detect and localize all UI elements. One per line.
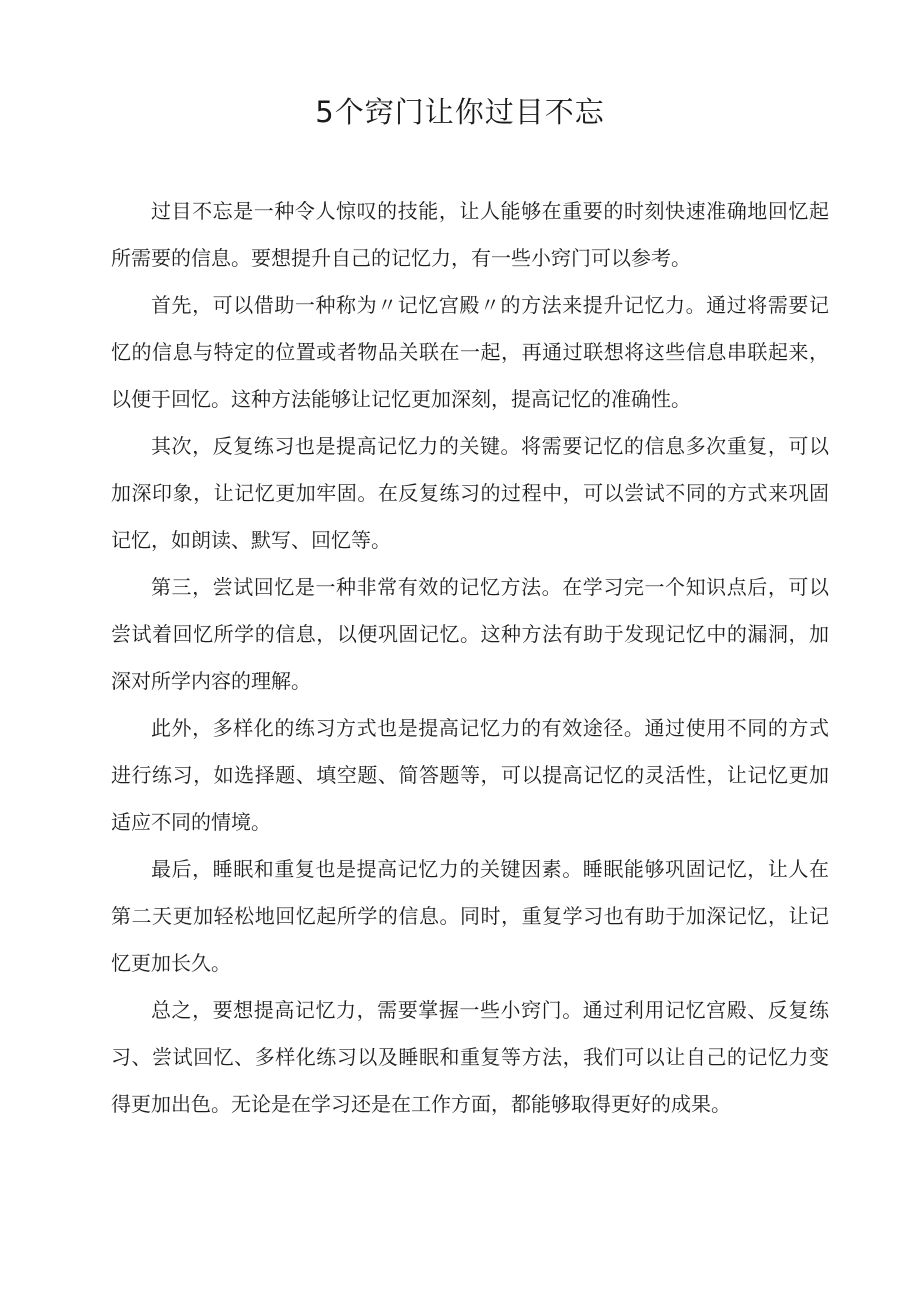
paragraph-intro: 过目不忘是一种令人惊叹的技能，让人能够在重要的时刻快速准确地回忆起所需要的信息。要想提升自己的记忆力，有一些小窍门可以参考。 <box>111 199 829 270</box>
paragraph-recall: 第三，尝试回忆是一种非常有效的记忆方法。在学习完一个知识点后，可以尝试着回忆所学的信息，以便巩固记忆。这种方法有助于发现记忆中的漏洞，加深对所学内容的理解。 <box>111 575 829 693</box>
paragraph-sleep: 最后，睡眠和重复也是提高记忆力的关键因素。睡眠能够巩固记忆，让人在第二天更加轻松地回忆起所学的信息。同时，重复学习也有助于加深记忆，让记忆更加长久。 <box>111 857 829 975</box>
paragraph-conclusion: 总之，要想提高记忆力，需要掌握一些小窍门。通过利用记忆宫殿、反复练习、尝试回忆、多样化练习以及睡眠和重复等方法，我们可以让自己的记忆力变得更加出色。无论是在学习还是在工作方面，都能够取得更好的成果。 <box>111 998 829 1116</box>
paragraph-varied-practice: 此外，多样化的练习方式也是提高记忆力的有效途径。通过使用不同的方式进行练习，如选择题、填空题、简答题等，可以提高记忆的灵活性，让记忆更加适应不同的情境。 <box>111 716 829 834</box>
document-body <box>111 188 829 1128</box>
paragraph-memory-palace: 首先，可以借助一种称为〃记忆宫殿〃的方法来提升记忆力。通过将需要记忆的信息与特定的位置或者物品关联在一起，再通过联想将这些信息串联起来，以便于回忆。这种方法能够让记忆更加深刻，提高记忆的准确性。 <box>111 293 829 411</box>
document-title: 5个窍门让你过目不忘 <box>315 95 605 129</box>
paragraph-repetition: 其次，反复练习也是提高记忆力的关键。将需要记忆的信息多次重复，可以加深印象，让记忆更加牢固。在反复练习的过程中，可以尝试不同的方式来巩固记忆，如朗读、默写、回忆等。 <box>111 434 829 552</box>
